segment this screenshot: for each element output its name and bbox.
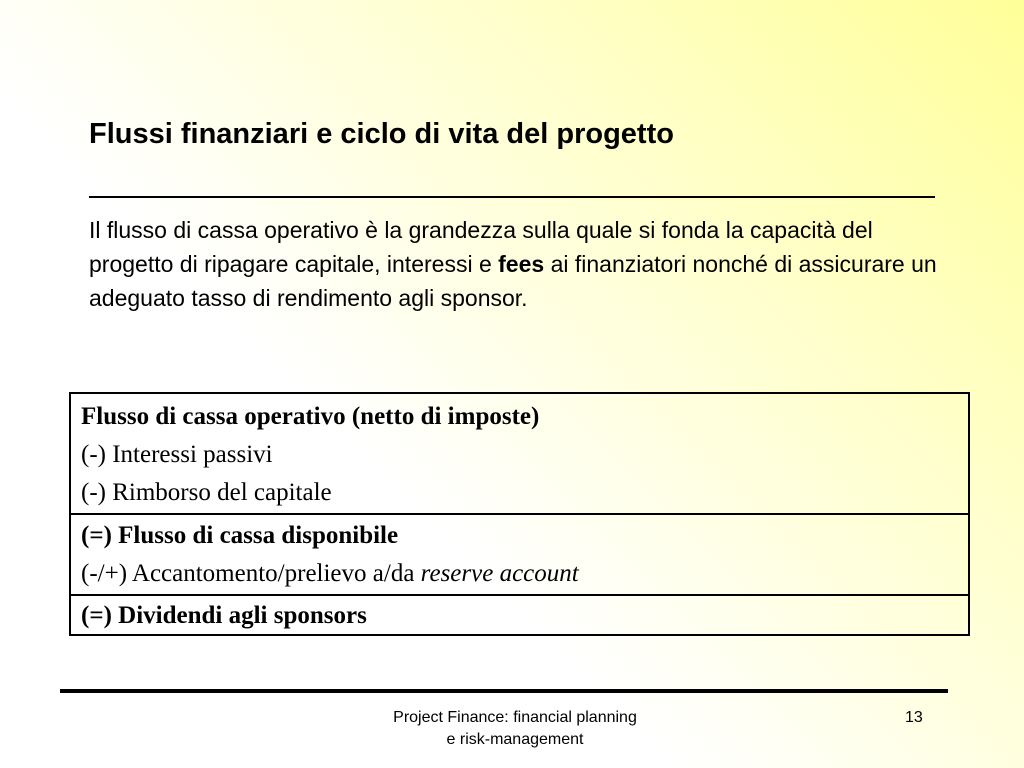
reserve-account-prefix: (-/+) Accantomento/prelievo a/da: [81, 560, 421, 587]
footer-line-2: e risk-management: [446, 731, 584, 748]
slide-title: Flussi finanziari e ciclo di vita del progetto: [89, 118, 674, 150]
intro-text-bold: fees: [498, 251, 545, 277]
footer-caption: [340, 707, 690, 751]
cashflow-section-dividends: [71, 596, 968, 636]
footer-rule: [60, 689, 948, 693]
cashflow-table: [69, 392, 970, 636]
cashflow-section-available: [71, 515, 968, 596]
intro-paragraph: [89, 213, 939, 315]
sponsor-dividends-line: (=) Dividendi agli sponsors: [81, 602, 367, 629]
reserve-account-term: reserve account: [420, 560, 579, 587]
intro-text-after: ai finanziatori nonché di assicurare un adeguato tasso di rendimento agli sponsor.: [89, 251, 937, 311]
footer-line-1: Project Finance: financial planning: [393, 709, 637, 726]
interest-expense-line: (-) Interessi passivi: [81, 441, 273, 468]
operating-cashflow-line: Flusso di cassa operativo (netto di imposte): [81, 403, 540, 430]
intro-text-before: Il flusso di cassa operativo è la grandezza sulla quale si fonda la capacità del progetto di ripagare capitale, interessi e: [89, 217, 873, 277]
title-underline: [89, 196, 935, 198]
capital-repayment-line: (-) Rimborso del capitale: [81, 479, 332, 506]
page-number: 13: [905, 709, 923, 726]
reserve-account-line: [81, 555, 968, 593]
cashflow-section-operating: [71, 394, 968, 515]
available-cashflow-line: (=) Flusso di cassa disponibile: [81, 522, 399, 549]
